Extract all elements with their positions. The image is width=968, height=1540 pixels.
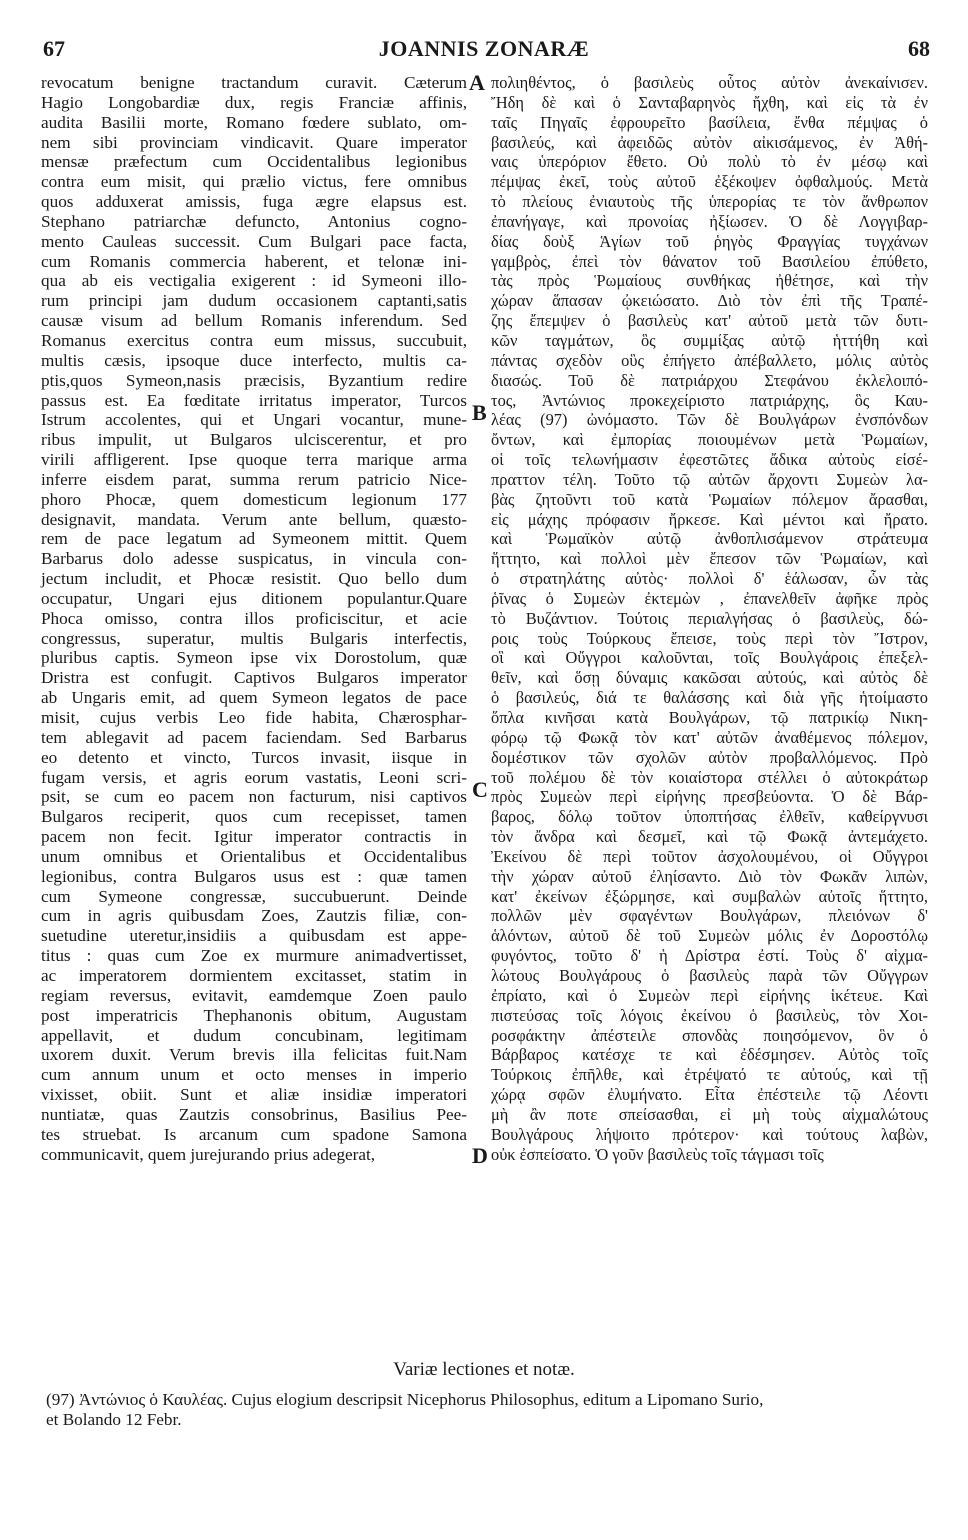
greek-text-line: κῶν ταγμάτων, ὃς συμμίξας αὐτῷ ἡττήθη καὶ xyxy=(491,330,928,350)
greek-text-line: ὁ στρατηλάτης αὐτὸς· πολλοὶ δ' ἑάλωσαν, ὧν τὰς xyxy=(491,569,928,589)
greek-text-line: πραττον τέλη. Τοῦτο τῷ αὐτῶν ἄρχοντι Συμεὼν λα- xyxy=(491,469,928,489)
greek-text-line: πρὸς Συμεὼν περὶ εἰρήνης πρεσβεύοντα. Ὁ δὲ Βάρ- xyxy=(491,787,928,807)
latin-text-line: misit, cujus verbis Leo fide habita, Chærosphar- xyxy=(41,708,467,727)
greek-text-line: ροσφάκτην ἀπέστειλε σπονδὰς ποιησόμενον, ὃν ὁ xyxy=(491,1025,928,1045)
latin-text-line: jectum includit, et Phocæ resistit. Quo bello dum xyxy=(41,569,467,589)
section-marker-c: C xyxy=(472,777,488,802)
greek-text-line: ἥττητο, καὶ πολλοὶ μὲν ἔπεσον τῶν Ῥωμαίων, καὶ xyxy=(491,549,928,569)
latin-text-line: virili affligerent. Ipse quoque terra marique arma xyxy=(41,450,467,470)
latin-text-line: contra eum misit, qui prælio victus, fere omnibus xyxy=(41,172,467,192)
latin-text-line: congressus, superatur, multis Bulgaris interfectis, xyxy=(41,628,467,648)
greek-text-line: χώρᾳ σφῶν ἐλυμήνατο. Εἶτα ἐπέστειλε τῷ Λέοντι xyxy=(491,1085,928,1105)
latin-text-line: phoro Phocæ, quem domesticum legionum 177 xyxy=(41,489,467,509)
greek-text-line: τος, Ἀντώνιος προκεχείριστο πατριάρχης, ὃς Καυ- xyxy=(491,390,928,410)
greek-text-line: οἱ τοῖς τελωνήμασιν ἐφεστῶτες ἄδικα αὐτοὺς εἰσέ- xyxy=(491,450,928,470)
greek-text-line: πολιηθέντος, ὁ βασιλεὺς οὗτος αὐτὸν ἀνεκαίνισεν. xyxy=(491,73,928,92)
section-marker-b: B xyxy=(472,400,487,425)
latin-text-line: qua ab eis vectigalia exigerent : id Symeoni illo- xyxy=(41,271,467,291)
footnote-line: et Bolando 12 Febr. xyxy=(46,1410,182,1429)
greek-text-line: πάντας σχεδὸν οὓς ἐπήγετο ἀπέβαλλετο, μόλις αὐτὸς xyxy=(491,350,928,370)
greek-text-line: τὸ πλείους ἐνιαυτοὺς τῆς ὑπερορίας τε τὸν ἄνθρωπον xyxy=(491,192,928,212)
greek-text-line: τὸ Βυζάντιον. Τούτοις περιαλγήσας ὁ βασιλεὺς, δώ- xyxy=(491,608,928,628)
latin-text-line: Hagio Longobardiæ dux, regis Franciæ affinis, xyxy=(41,92,467,112)
latin-text-line: Dristra est confugit. Captivos Bulgaros imperator xyxy=(41,668,467,688)
latin-text-line: cum Romanis commercia haberent, et telonæ ini- xyxy=(41,251,467,271)
greek-text-line: φόρῳ τῷ Φωκᾷ τὸν κατ' αὐτῶν ἀναθέμενος πόλεμον, xyxy=(491,727,928,747)
latin-text-line: vixisset, obiit. Sunt et aliæ insidiæ imperatori xyxy=(41,1085,467,1105)
greek-text-line: θεῖν, καὶ ὅσῃ δύναμις κακῶσαι αὐτούς, καὶ αὐτὸς δὲ xyxy=(491,668,928,688)
latin-text-line: Phoca omisso, contra illos proficiscitur, et acie xyxy=(41,608,467,628)
greek-text-line: καὶ Ῥωμαϊκὸν αὐτῷ ἀνθοπλισάμενον στράτευμα xyxy=(491,529,928,549)
latin-column xyxy=(41,73,467,1164)
latin-text-line: rem de pace legatum ad Symeonem mittit. Quem xyxy=(41,529,467,549)
latin-text-line: audita Basilii morte, Romano fœdere sublato, om- xyxy=(41,112,467,132)
footnote xyxy=(46,1390,936,1430)
greek-text-line: Τούρκοις ἐπῆλθε, καὶ ἐτρέψατό τε αὐτούς, καὶ τῇ xyxy=(491,1065,928,1085)
latin-text-line: ab Ungaris emit, ad quem Symeon legatos de pace xyxy=(41,688,467,708)
latin-text-line: Barbarus dolo adesse suspicatus, in vincula con- xyxy=(41,549,467,569)
greek-text-line: γαμβρὸς, ἐπεὶ τὸν θάνατον τοῦ Βασιλείου ἐπύθετο, xyxy=(491,251,928,271)
latin-text-line: titus : quas cum Zoe ex murmure animadvertisset, xyxy=(41,946,467,966)
latin-text-line: rum principi jam dudum occasionem captanti,satis xyxy=(41,291,467,311)
greek-text-line: τὰς πρὸς Ῥωμαίους συνθήκας ἠθέτησε, καὶ τὴν xyxy=(491,271,928,291)
latin-text-line: cum annum unum et octo menses in imperio xyxy=(41,1065,467,1085)
latin-text-line: designavit, mandata. Verum ante bellum, quæsto- xyxy=(41,509,467,529)
latin-text-line: passus est. Ea fœditate irritatus imperator, Turcos xyxy=(41,390,467,410)
notes-heading: Variæ lectiones et notæ. xyxy=(393,1359,575,1380)
latin-text-line: Bulgaros reciperit, quos cum recepisset, tamen xyxy=(41,807,467,827)
latin-text-line: ribus impulit, ut Bulgaros ulciscerentur, et pro xyxy=(41,430,467,450)
greek-text-line: ὅπλα κινῆσαι κατὰ Βουλγάρων, τῷ πατρικίῳ Νικη- xyxy=(491,708,928,727)
greek-text-line: λώτους Βουλγάρους ὁ βασιλεὺς παρὰ τῶν Οὔγγρων xyxy=(491,965,928,985)
greek-text-line: ταῖς Πηγαῖς ἐφρουρεῖτο βασίλεια, ἔνθα πέμψας ὁ xyxy=(491,112,928,132)
latin-text-line: fugam versis, et agris eorum vastatis, Leoni scri- xyxy=(41,767,467,787)
latin-text-line: pacem non fecit. Igitur imperator contractis in xyxy=(41,827,467,847)
latin-text-line: revocatum benigne tractandum curavit. Cæterum xyxy=(41,73,467,92)
latin-text-line: communicavit, quem jurejurando prius adegerat, xyxy=(41,1144,376,1164)
latin-text-line: pluribus captis. Symeon ipse vix Dorostolum, quæ xyxy=(41,648,467,668)
greek-text-line: μὴ ἂν ποτε σπείσασθαι, εἰ μὴ τοὺς αἰχμαλώτους xyxy=(491,1104,928,1124)
latin-text-line: eo detento et vincto, Turcos invasit, iisque in xyxy=(41,747,467,767)
section-marker-d: D xyxy=(472,1143,488,1168)
greek-text-line: διασώς. Τοῦ δὲ πατριάρχου Στεφάνου ἐκλελοιπό- xyxy=(491,370,928,390)
greek-text-line: Βουλγάρους λήψοιτο πρότερον· καὶ τούτους λαβὼν, xyxy=(491,1124,928,1144)
greek-text-line: ὁ βασιλεύς, διά τε θαλάσσης καὶ διὰ γῆς ἡτοίμαστο xyxy=(491,688,928,708)
latin-text-line: tes struebat. Is arcanum cum spadone Samona xyxy=(41,1124,467,1144)
greek-text-line: πέμψας ἐκεῖ, τοὺς αὐτοῦ ἐξέκοψεν ὀφθαλμούς. Μετὰ xyxy=(491,172,928,192)
greek-text-line: πιστεύσας τοῖς λόγοις ἐκείνου ὁ βασιλεὺς, τὸν Χοι- xyxy=(491,1005,928,1025)
section-marker-a: A xyxy=(469,70,485,95)
latin-text-line: tem ablegavit ad pacem faciendam. Sed Barbarus xyxy=(41,727,467,747)
latin-text-line: mensæ præfectum cum Occidentalibus legionibus xyxy=(41,152,467,172)
greek-text-line: ὄντων, καὶ ἐμπορίας ποιουμένων μετὰ Ῥωμαίων, xyxy=(491,430,928,450)
greek-text-line: δίας δοὺξ Ἁγίων τοῦ ῥηγὸς Φραγγίας τυγχάνων xyxy=(491,231,928,251)
latin-text-line: ptis,quos Symeon,nasis præcisis, Byzantium redire xyxy=(41,370,467,390)
greek-text-line: ζης ἔπεμψεν ὁ βασιλεὺς κατ' αὐτοῦ μετὰ τῶν δυτι- xyxy=(491,311,928,331)
latin-text-line: causæ visum ad bellum Romanis inferendum. Sed xyxy=(41,311,467,331)
greek-text-line: ροις τοὺς Τούρκους ἔπεισε, τοὺς περὶ τὸν Ἴστρον, xyxy=(491,628,928,648)
greek-text-line: οἳ καὶ Οὔγγροι καλοῦνται, τοῖς Βουλγάροις ἐπεξελ- xyxy=(491,648,928,668)
footnote-line: (97) Ἀντώνιος ὁ Καυλέας. Cujus elogium descripsit Nicephorus Philosophus, editum a Lipomano Surio, xyxy=(46,1390,764,1409)
greek-text-line: χώραν ἅπασαν ᾠκειώσατο. Διὸ τὸν ἐπὶ τῆς Τραπέ- xyxy=(491,291,928,311)
greek-text-line: ἐπανήγαγε, καὶ προνοίας ἠξίωσεν. Ὁ δὲ Λογγιβαρ- xyxy=(491,211,928,231)
latin-text-line: regiam reversus, evitavit, eamdemque Zoen paulo xyxy=(41,985,467,1005)
latin-text-line: mento Cauleas successit. Cum Bulgari pace facta, xyxy=(41,231,467,251)
latin-text-line: cum Symeone congressæ, succubuerunt. Deinde xyxy=(41,886,467,906)
greek-text-line: ναις ὑπερόριον ἔθετο. Οὐ πολὺ τὸ ἐν μέσῳ καὶ xyxy=(491,152,928,172)
latin-text-line: post imperatricis Thephanonis obitum, Augustam xyxy=(41,1005,467,1025)
latin-text-line: nuntiatæ, quas Zautzis consobrinus, Basilius Pee- xyxy=(41,1104,467,1124)
greek-text-line: Ἤδη δὲ καὶ ὁ Σανταβαρηνὸς ἤχθη, καὶ εἰς τὰ ἐν xyxy=(491,92,928,112)
latin-text-line: multis cæsis, ipsoque duce interfecto, multis ca- xyxy=(41,350,467,370)
greek-text-line: πολλῶν μὲν σφαγέντων Βουλγάρων, πλειόνων δ' xyxy=(491,906,928,926)
greek-text-line: ῥῖνας ὁ Συμεὼν ἐκτεμὼν , ἐπανελθεῖν ἀφῆκε πρὸς xyxy=(491,588,928,608)
greek-text-line: ἐπρίατο, καὶ ὁ Συμεὼν περὶ εἰρήνης ἱκέτευε. Καὶ xyxy=(491,985,928,1005)
latin-text-line: quos adduxerat amissis, fuga ægre elapsus est. xyxy=(41,192,467,212)
latin-text-line: inferre eisdem parat, summa rerum patricio Nice- xyxy=(41,469,467,489)
greek-column xyxy=(491,73,928,1164)
latin-text-line: suetudine uteretur,insidiis a quibusdam est appe- xyxy=(41,926,467,946)
latin-text-line: Stephano patriarchæ defuncto, Antonius cogno- xyxy=(41,211,467,231)
greek-text-line: δομέστικον τῶν σχολῶν αὐτὸν προβαλλόμενος. Πρὸ xyxy=(491,747,928,767)
latin-text-line: uxorem duxit. Verum brevis illa felicitas fuit.Nam xyxy=(41,1045,467,1065)
greek-text-line: τὸν ἄνδρα καὶ δεσμεῖ, καὶ τῷ Φωκᾷ ἀντεμάχετο. xyxy=(491,827,928,847)
latin-text-line: psit, se cum eo pacem non facturum, nisi captivos xyxy=(41,787,467,807)
latin-text-line: Istrum accolentes, qui et Ungari vocantur, mune- xyxy=(41,410,467,430)
greek-text-line: τὴν χώραν αὐτοῦ ἐληίσαντο. Διὸ τὸν Φωκᾶν λιπὼν, xyxy=(491,866,928,886)
latin-text-line: nem sibi provinciam vindicavit. Quare imperator xyxy=(41,132,467,152)
greek-text-line: Ἐκείνου δὲ περὶ τοῦτον ἀσχολουμένου, οἱ Οὔγγροι xyxy=(491,846,928,866)
greek-text-line: βαρος, δόλῳ τοῦτον ὑποπτήσας ἐλθεῖν, καθείργνυσι xyxy=(491,807,928,827)
greek-text-line: Βάρβαρος κατέσχε τε καὶ ἐδέσμησεν. Αὐτὸς τοῖς xyxy=(491,1045,928,1065)
greek-text-line: οὐκ ἐσπείσατο. Ὁ γοῦν βασιλεὺς τοῖς τάγμασι τοῖς xyxy=(491,1144,824,1164)
latin-text-line: legionibus, contra Bulgaros usus est : quæ tamen xyxy=(41,866,467,886)
greek-text-line: ἁλόντων, αὐτοῦ δὲ τοῦ Συμεὼν μόλις ἐν Δοροστόλῳ xyxy=(491,926,928,946)
page-number-right: 68 xyxy=(908,36,930,61)
greek-text-line: τοῦ πολέμου δὲ τὸν κοιαίστορα στέλλει ὁ αὐτοκράτωρ xyxy=(491,767,928,787)
page-number-left: 67 xyxy=(43,36,65,61)
latin-text-line: occupatur, Ungari ejus ditionem populantur.Quare xyxy=(41,588,467,608)
latin-text-line: Romanus exercitus contra eum missus, succubuit, xyxy=(41,330,467,350)
greek-text-line: βὰς ζητοῦντι τοῦ κατὰ Ῥωμαίων πόλεμον ἄρασθαι, xyxy=(491,489,928,509)
greek-text-line: εἰς μάχης πρόφασιν ἤρκεσε. Καὶ μέντοι καὶ ἤρατο. xyxy=(491,509,928,529)
running-title: JOANNIS ZONARÆ xyxy=(378,36,590,61)
latin-text-line: ac imperatorem dormientem excitasset, statim in xyxy=(41,965,467,985)
greek-text-line: βασιλεύς, καὶ ἀφειδῶς αὐτὸν αἰκισάμενος, ἐν Ἀθή- xyxy=(491,132,928,152)
latin-text-line: appellavit, et dudum concubinam, legitimam xyxy=(41,1025,467,1045)
latin-text-line: unum omnibus et Orientalibus et Occidentalibus xyxy=(41,846,467,866)
greek-text-line: κατ' ἐκείνων ἐξώρμησε, καὶ συμβαλὼν αὐτοῖς ἥττητο, xyxy=(491,886,928,906)
greek-text-line: λέας (97) ὠνόμαστο. Τῶν δὲ Βουλγάρων ἐνσπόνδων xyxy=(491,410,928,430)
latin-text-line: cum in agris quibusdam Zoes, Zautzis filiæ, con- xyxy=(41,906,467,926)
greek-text-line: φυγόντος, τοῦτο δ' ἡ Δρίστρα ἐστί. Τοὺς δ' αἰχμα- xyxy=(491,946,928,966)
